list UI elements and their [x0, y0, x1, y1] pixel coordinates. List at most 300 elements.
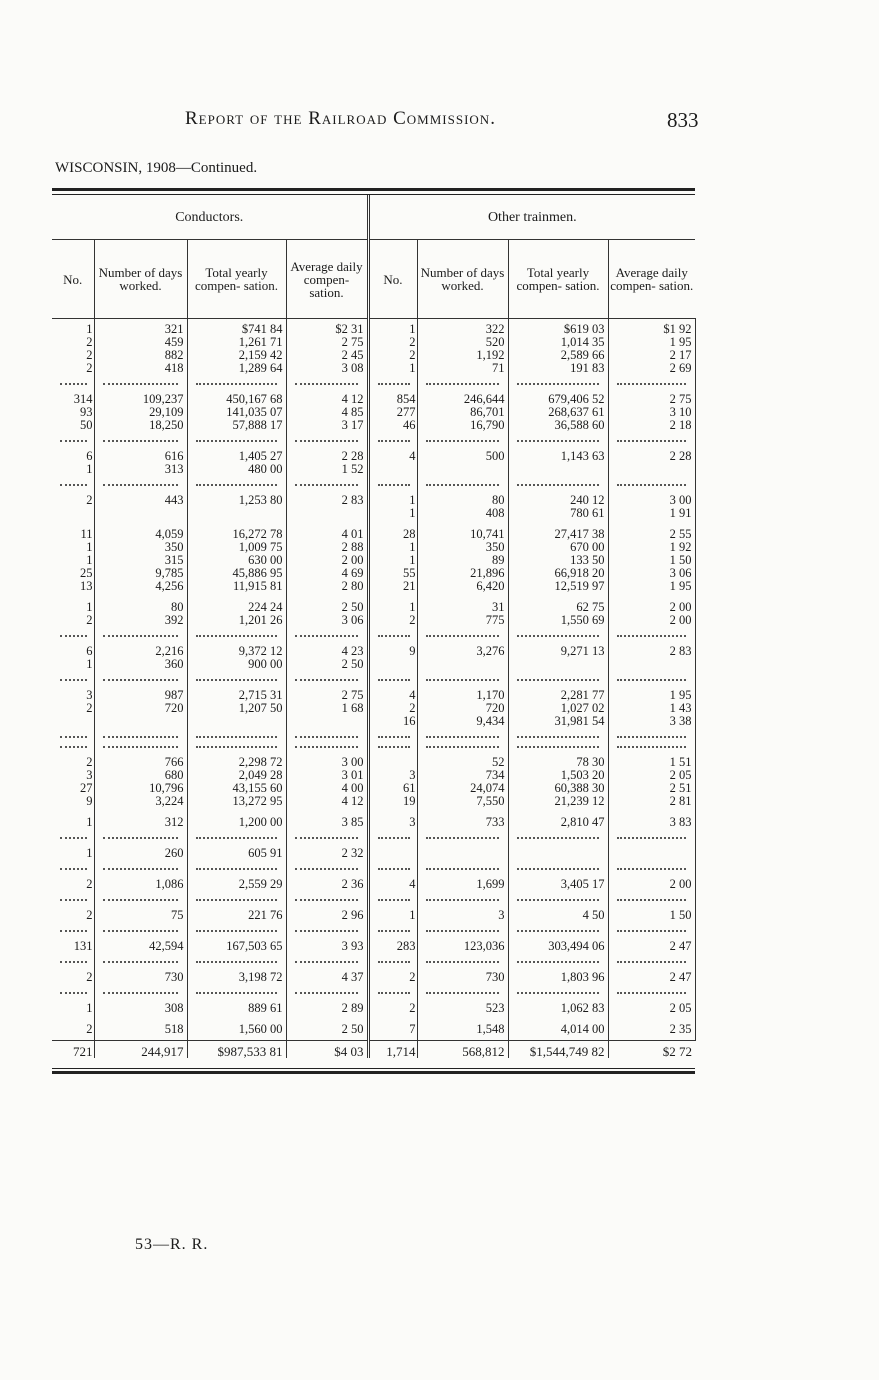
- page-number: 833: [667, 108, 699, 132]
- table-cell: [417, 685, 508, 732]
- cell-value: $2 31: [335, 322, 364, 336]
- cell-value: 1: [86, 553, 93, 567]
- cell-value: 10,796: [149, 781, 184, 795]
- dotted-leader-row: [52, 675, 695, 685]
- table-cell: [368, 874, 417, 895]
- table-cell: [508, 843, 608, 864]
- cell-value: 2 17: [669, 348, 692, 362]
- cell-value: 3 01: [341, 768, 364, 782]
- compensation-table: [52, 195, 696, 1058]
- col-header-days: Number of days worked.: [94, 240, 187, 319]
- dotted-leader: [508, 379, 608, 389]
- table-cell: [52, 998, 94, 1019]
- dotted-leader: [94, 864, 187, 874]
- dotted-leader: [608, 436, 695, 446]
- cell-value: 3: [409, 815, 416, 829]
- table-cell: [52, 936, 94, 957]
- cell-value: 21,239 12: [554, 794, 605, 808]
- table-cell: [286, 446, 368, 480]
- table-cell: [286, 641, 368, 675]
- dotted-leader: [417, 742, 508, 752]
- bottom-rule: [52, 1068, 695, 1074]
- cell-value: 1,699: [476, 877, 505, 891]
- table-cell: [368, 524, 417, 597]
- cell-value: 350: [164, 540, 184, 554]
- dotted-leader: [417, 957, 508, 967]
- dotted-leader: [94, 379, 187, 389]
- table-cell: [417, 490, 508, 524]
- dotted-leader: [368, 436, 417, 446]
- dotted-leader-row: [52, 379, 695, 389]
- cell-value: 29,109: [149, 405, 184, 419]
- table-cell: [187, 685, 286, 732]
- cell-value: 1,289 64: [238, 361, 283, 375]
- cell-value: 2,049 28: [238, 768, 283, 782]
- total-cell: 1,714: [368, 1041, 417, 1059]
- table-cell: [368, 446, 417, 480]
- table-cell: [94, 967, 187, 988]
- table-cell: [52, 812, 94, 833]
- dotted-leader-row: [52, 732, 695, 742]
- table-cell: [508, 905, 608, 926]
- cell-value: 2 35: [669, 1022, 692, 1036]
- cell-value: 3: [86, 688, 93, 702]
- cell-value: 3: [498, 908, 505, 922]
- dotted-leader-row: [52, 436, 695, 446]
- cell-value: 4 69: [341, 566, 364, 580]
- cell-value: 4 50: [582, 908, 605, 922]
- cell-value: 2: [86, 335, 93, 349]
- col-header-no: No.: [52, 240, 94, 319]
- cell-value: 43,155 60: [232, 781, 283, 795]
- table-row-group: [52, 752, 695, 812]
- table-cell: [52, 319, 94, 380]
- dotted-leader: [508, 895, 608, 905]
- cell-value: 3,224: [155, 794, 184, 808]
- cell-value: 2: [86, 1022, 93, 1036]
- dotted-leader: [286, 895, 368, 905]
- dotted-leader: [417, 675, 508, 685]
- table-cell: [368, 967, 417, 988]
- cell-value: 9: [409, 644, 416, 658]
- cell-value: 2: [86, 877, 93, 891]
- cell-value: 1 92: [669, 540, 692, 554]
- cell-value: 1,192: [476, 348, 505, 362]
- table-cell: [52, 685, 94, 732]
- cell-value: 1 50: [669, 553, 692, 567]
- dotted-leader: [608, 742, 695, 752]
- cell-value: 630 00: [248, 553, 283, 567]
- cell-value: 1: [86, 846, 93, 860]
- cell-value: 3 08: [341, 361, 364, 375]
- cell-value: 308: [164, 1001, 184, 1015]
- dotted-leader: [608, 926, 695, 936]
- table-cell: [286, 905, 368, 926]
- table-cell: [286, 812, 368, 833]
- table-cell: [94, 685, 187, 732]
- cell-value: 3,198 72: [238, 970, 283, 984]
- cell-value: 1 50: [669, 908, 692, 922]
- cell-value: 2: [86, 493, 93, 507]
- table-cell: [94, 936, 187, 957]
- table-cell: [187, 812, 286, 833]
- cell-value: 221 76: [248, 908, 283, 922]
- cell-value: 882: [164, 348, 184, 362]
- cell-value: 4 01: [341, 527, 364, 541]
- cell-value: 2 75: [341, 335, 364, 349]
- table-cell: [608, 319, 695, 380]
- dotted-leader: [286, 864, 368, 874]
- top-rule: [52, 188, 695, 195]
- dotted-leader: [368, 988, 417, 998]
- table-cell: [608, 446, 695, 480]
- cell-value: 2 80: [341, 579, 364, 593]
- cell-value: 260: [164, 846, 184, 860]
- cell-value: 1: [86, 1001, 93, 1015]
- cell-value: 246,644: [463, 392, 505, 406]
- table-cell: [508, 641, 608, 675]
- dotted-leader: [187, 436, 286, 446]
- dotted-leader: [187, 895, 286, 905]
- dotted-leader: [187, 864, 286, 874]
- cell-value: 2,298 72: [238, 755, 283, 769]
- cell-value: 1: [409, 600, 416, 614]
- dotted-leader: [368, 480, 417, 490]
- dotted-leader: [368, 833, 417, 843]
- cell-value: 854: [396, 392, 416, 406]
- cell-value: 27,417 38: [554, 527, 605, 541]
- dotted-leader: [187, 379, 286, 389]
- cell-value: 11,915 81: [232, 579, 283, 593]
- cell-value: 315: [164, 553, 184, 567]
- cell-value: 605 91: [248, 846, 283, 860]
- total-cell: $2 72: [608, 1041, 695, 1059]
- col-header-total: Total yearly compen- sation.: [508, 240, 608, 319]
- cell-value: $619 03: [563, 322, 605, 336]
- table-cell: [286, 1019, 368, 1041]
- table-cell: [508, 524, 608, 597]
- cell-value: 191 83: [570, 361, 605, 375]
- dotted-leader: [286, 436, 368, 446]
- dotted-leader: [94, 631, 187, 641]
- table-cell: [368, 389, 417, 436]
- cell-value: 1,027 02: [560, 701, 605, 715]
- cell-value: 303,494 06: [548, 939, 605, 953]
- cell-value: 1,207 50: [238, 701, 283, 715]
- dotted-leader: [417, 436, 508, 446]
- cell-value: 730: [164, 970, 184, 984]
- dotted-leader: [368, 895, 417, 905]
- table-cell: [417, 641, 508, 675]
- table-cell: [52, 874, 94, 895]
- table-cell: [368, 998, 417, 1019]
- table-cell: [417, 936, 508, 957]
- table-cell: [608, 524, 695, 597]
- cell-value: 2 75: [669, 392, 692, 406]
- cell-value: 1: [409, 908, 416, 922]
- group-header-other-trainmen: Other trainmen.: [368, 195, 695, 240]
- table-caption: WISCONSIN, 1908—Continued.: [55, 160, 258, 176]
- cell-value: 780 61: [570, 506, 605, 520]
- cell-value: 2 88: [341, 540, 364, 554]
- table-cell: [608, 936, 695, 957]
- dotted-leader-row: [52, 957, 695, 967]
- table-cell: [417, 874, 508, 895]
- compensation-table-container: [52, 188, 695, 1074]
- cell-value: $741 84: [241, 322, 283, 336]
- table-cell: [608, 389, 695, 436]
- cell-value: 1 68: [341, 701, 364, 715]
- table-cell: [187, 752, 286, 812]
- cell-value: 66,918 20: [554, 566, 605, 580]
- table-cell: [94, 641, 187, 675]
- table-cell: [52, 490, 94, 524]
- dotted-leader: [508, 631, 608, 641]
- table-cell: [94, 597, 187, 631]
- dotted-leader: [608, 379, 695, 389]
- dotted-leader: [286, 480, 368, 490]
- cell-value: 2: [86, 701, 93, 715]
- cell-value: 2 83: [669, 644, 692, 658]
- dotted-leader: [52, 926, 94, 936]
- table-cell: [187, 905, 286, 926]
- cell-value: 42,594: [149, 939, 184, 953]
- cell-value: 36,588 60: [554, 418, 605, 432]
- dotted-leader: [94, 732, 187, 742]
- cell-value: 418: [164, 361, 184, 375]
- cell-value: 2 89: [341, 1001, 364, 1015]
- dotted-leader: [52, 631, 94, 641]
- table-cell: [417, 998, 508, 1019]
- cell-value: 670 00: [570, 540, 605, 554]
- cell-value: 3: [409, 768, 416, 782]
- dotted-leader: [368, 631, 417, 641]
- cell-value: 1,014 35: [560, 335, 605, 349]
- dotted-leader: [508, 675, 608, 685]
- cell-value: 4 85: [341, 405, 364, 419]
- table-cell: [417, 524, 508, 597]
- dotted-leader: [286, 732, 368, 742]
- table-body: [52, 319, 695, 1041]
- cell-value: 1,143 63: [560, 449, 605, 463]
- cell-value: 4: [409, 449, 416, 463]
- table-row-group: [52, 389, 695, 436]
- cell-value: 21: [403, 579, 416, 593]
- dotted-leader: [94, 480, 187, 490]
- table-cell: [608, 1019, 695, 1041]
- dotted-leader: [187, 988, 286, 998]
- table-cell: [286, 319, 368, 380]
- cell-value: 3 17: [341, 418, 364, 432]
- cell-value: 1: [409, 553, 416, 567]
- table-cell: [508, 812, 608, 833]
- table-cell: [417, 752, 508, 812]
- total-cell: 244,917: [94, 1041, 187, 1059]
- dotted-leader: [187, 732, 286, 742]
- cell-value: 312: [164, 815, 184, 829]
- totals-row: [52, 1041, 695, 1059]
- cell-value: 71: [492, 361, 505, 375]
- cell-value: 480 00: [248, 462, 283, 476]
- cell-value: 27: [80, 781, 93, 795]
- cell-value: 1: [409, 361, 416, 375]
- table-cell: [187, 843, 286, 864]
- cell-value: 2 83: [341, 493, 364, 507]
- cell-value: 2 51: [669, 781, 692, 795]
- cell-value: 360: [164, 657, 184, 671]
- cell-value: 1: [409, 493, 416, 507]
- table-cell: [52, 389, 94, 436]
- table-cell: [94, 389, 187, 436]
- cell-value: 1: [86, 657, 93, 671]
- cell-value: 1,550 69: [560, 613, 605, 627]
- cell-value: 2 00: [669, 877, 692, 891]
- cell-value: 775: [485, 613, 505, 627]
- cell-value: 3 10: [669, 405, 692, 419]
- table-cell: [187, 874, 286, 895]
- dotted-leader: [187, 480, 286, 490]
- dotted-leader: [417, 379, 508, 389]
- dotted-leader-row: [52, 895, 695, 905]
- cell-value: 322: [485, 322, 505, 336]
- cell-value: 459: [164, 335, 184, 349]
- dotted-leader: [608, 480, 695, 490]
- table-row-group: [52, 685, 695, 732]
- cell-value: 2,281 77: [560, 688, 605, 702]
- table-cell: [94, 446, 187, 480]
- dotted-leader: [94, 742, 187, 752]
- cell-value: 75: [171, 908, 184, 922]
- dotted-leader: [417, 988, 508, 998]
- table-cell: [508, 1019, 608, 1041]
- table-cell: [417, 446, 508, 480]
- dotted-leader: [52, 436, 94, 446]
- table-cell: [508, 936, 608, 957]
- table-cell: [187, 319, 286, 380]
- cell-value: 31,981 54: [554, 714, 605, 728]
- dotted-leader: [608, 864, 695, 874]
- cell-value: 1 91: [669, 506, 692, 520]
- cell-value: 1: [86, 540, 93, 554]
- dotted-leader: [368, 675, 417, 685]
- dotted-leader: [94, 436, 187, 446]
- cell-value: 1 95: [669, 688, 692, 702]
- cell-value: 2: [86, 361, 93, 375]
- cell-value: 2 28: [341, 449, 364, 463]
- dotted-leader: [187, 742, 286, 752]
- cell-value: 93: [80, 405, 93, 419]
- table-cell: [52, 967, 94, 988]
- total-cell: $1,544,749 82: [508, 1041, 608, 1059]
- col-header-average: Average daily compen- sation.: [286, 240, 368, 319]
- table-cell: [608, 597, 695, 631]
- cell-value: 1: [409, 322, 416, 336]
- cell-value: 733: [485, 815, 505, 829]
- cell-value: 28: [403, 527, 416, 541]
- table-cell: [508, 597, 608, 631]
- table-cell: [417, 812, 508, 833]
- cell-value: 889 61: [248, 1001, 283, 1015]
- cell-value: 133 50: [570, 553, 605, 567]
- cell-value: 2 36: [341, 877, 364, 891]
- table-cell: [368, 843, 417, 864]
- table-cell: [417, 967, 508, 988]
- cell-value: 1,560 00: [238, 1022, 283, 1036]
- cell-value: 3,405 17: [560, 877, 605, 891]
- cell-value: 1,253 80: [238, 493, 283, 507]
- cell-value: 2,559 29: [238, 877, 283, 891]
- table-cell: [187, 641, 286, 675]
- table-cell: [508, 752, 608, 812]
- table-cell: [608, 752, 695, 812]
- cell-value: 766: [164, 755, 184, 769]
- cell-value: 450,167 68: [226, 392, 283, 406]
- dotted-leader: [187, 957, 286, 967]
- dotted-leader-row: [52, 833, 695, 843]
- table-cell: [94, 1019, 187, 1041]
- cell-value: 520: [485, 335, 505, 349]
- cell-value: 2 28: [669, 449, 692, 463]
- cell-value: $1 92: [663, 322, 692, 336]
- table-cell: [286, 967, 368, 988]
- cell-value: 1,503 20: [560, 768, 605, 782]
- table-row-group: [52, 843, 695, 864]
- table-cell: [52, 597, 94, 631]
- cell-value: 1,548: [476, 1022, 505, 1036]
- table-cell: [286, 524, 368, 597]
- table-cell: [417, 389, 508, 436]
- cell-value: 3 00: [341, 755, 364, 769]
- dotted-leader: [286, 957, 368, 967]
- table-cell: [608, 843, 695, 864]
- table-row-group: [52, 998, 695, 1019]
- table-row-group: [52, 490, 695, 524]
- cell-value: 4 23: [341, 644, 364, 658]
- table-row-group: [52, 597, 695, 631]
- cell-value: 86,701: [470, 405, 505, 419]
- cell-value: 240 12: [570, 493, 605, 507]
- dotted-leader: [417, 926, 508, 936]
- table-cell: [286, 843, 368, 864]
- cell-value: 2,216: [155, 644, 184, 658]
- cell-value: 2: [86, 755, 93, 769]
- cell-value: 2 96: [341, 908, 364, 922]
- cell-value: 1: [86, 322, 93, 336]
- table-cell: [187, 967, 286, 988]
- cell-value: 277: [396, 405, 416, 419]
- cell-value: 3: [86, 768, 93, 782]
- dotted-leader: [94, 926, 187, 936]
- cell-value: 60,388 30: [554, 781, 605, 795]
- cell-value: 2,715 31: [238, 688, 283, 702]
- table-cell: [187, 524, 286, 597]
- group-header-conductors: Conductors.: [52, 195, 368, 240]
- dotted-leader: [508, 480, 608, 490]
- dotted-leader-row: [52, 864, 695, 874]
- cell-value: 1,062 83: [560, 1001, 605, 1015]
- table-cell: [94, 319, 187, 380]
- dotted-leader: [286, 926, 368, 936]
- dotted-leader: [368, 379, 417, 389]
- dotted-leader: [368, 732, 417, 742]
- table-cell: [508, 389, 608, 436]
- dotted-leader: [94, 833, 187, 843]
- cell-value: 80: [492, 493, 505, 507]
- table-cell: [608, 905, 695, 926]
- cell-value: 2 50: [341, 600, 364, 614]
- cell-value: 680: [164, 768, 184, 782]
- cell-value: 9,372 12: [238, 644, 283, 658]
